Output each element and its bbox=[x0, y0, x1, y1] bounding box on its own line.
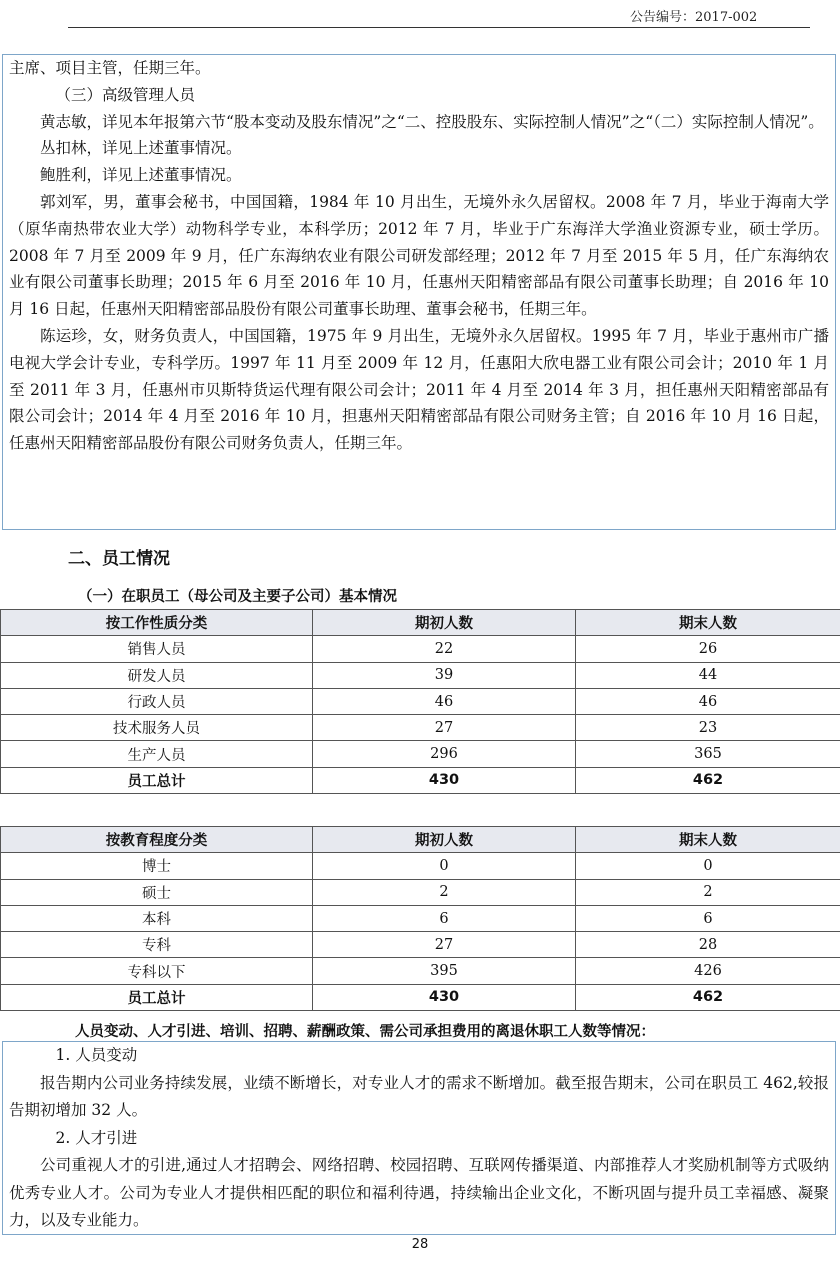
table-cell: 22 bbox=[313, 636, 576, 662]
table-cell: 专科以下 bbox=[1, 958, 313, 984]
table-cell: 430 bbox=[313, 984, 576, 1010]
announcement-number: 公告编号：2017-002 bbox=[630, 10, 758, 25]
staff-by-education-table bbox=[0, 826, 840, 1011]
table-cell: 426 bbox=[576, 958, 840, 984]
table-row bbox=[1, 853, 840, 879]
table-cell: 硕士 bbox=[1, 879, 313, 905]
table-cell: 44 bbox=[576, 662, 840, 688]
table-cell: 395 bbox=[313, 958, 576, 984]
column-header: 期末人数 bbox=[576, 610, 840, 636]
table-total-row bbox=[1, 984, 840, 1010]
table-row bbox=[1, 958, 840, 984]
management-heading: （三）高级管理人员 bbox=[55, 85, 196, 104]
changes-title: 人员变动、人才引进、培训、招聘、薪酬政策、需公司承担费用的离退休职工人数等情况： bbox=[75, 1024, 655, 1040]
table-cell: 本科 bbox=[1, 905, 313, 931]
table-cell: 23 bbox=[576, 715, 840, 741]
table-cell: 6 bbox=[313, 905, 576, 931]
senior-management-box bbox=[2, 54, 836, 530]
table-cell: 技术服务人员 bbox=[1, 715, 313, 741]
table-cell: 0 bbox=[576, 853, 840, 879]
table-cell: 46 bbox=[576, 688, 840, 714]
table-cell: 6 bbox=[576, 905, 840, 931]
table-cell: 26 bbox=[576, 636, 840, 662]
table-cell: 专科 bbox=[1, 932, 313, 958]
table-cell: 行政人员 bbox=[1, 688, 313, 714]
table-row bbox=[1, 715, 840, 741]
table-cell: 365 bbox=[576, 741, 840, 767]
column-header: 按教育程度分类 bbox=[1, 827, 313, 853]
column-header: 期初人数 bbox=[313, 827, 576, 853]
table-row bbox=[1, 879, 840, 905]
table-cell: 生产人员 bbox=[1, 741, 313, 767]
table-cell: 博士 bbox=[1, 853, 313, 879]
table-header-row bbox=[1, 827, 840, 853]
table-cell: 0 bbox=[313, 853, 576, 879]
staff-by-nature-table bbox=[0, 609, 840, 794]
table-row bbox=[1, 636, 840, 662]
table-total-row bbox=[1, 767, 840, 793]
management-paragraph: 主席、项目主管，任期三年。 bbox=[9, 59, 211, 77]
column-header: 期末人数 bbox=[576, 827, 840, 853]
table-row bbox=[1, 741, 840, 767]
sub-title: （一）在职员工（母公司及主要子公司）基本情况 bbox=[78, 589, 397, 605]
staff-changes-box bbox=[2, 1041, 836, 1235]
table-cell: 462 bbox=[576, 767, 840, 793]
table-cell: 296 bbox=[313, 741, 576, 767]
table-cell: 2 bbox=[576, 879, 840, 905]
changes-heading: 1. 人员变动 bbox=[55, 1046, 138, 1064]
table-cell: 员工总计 bbox=[1, 767, 313, 793]
changes-paragraph: 公司重视人才的引进,通过人才招聘会、网络招聘、校园招聘、互联网传播渠道、内部推荐人才奖励机制等方式吸纳优秀专业人才。公司为专业人才提供相匹配的职位和福利待遇，持续输出企业文化，不断巩固与提升员工幸福感、凝聚力，以及专业能力。 bbox=[9, 1156, 829, 1229]
table-cell: 46 bbox=[313, 688, 576, 714]
management-paragraph: 鲍胜利，详见上述董事情况。 bbox=[40, 166, 242, 185]
management-paragraph: 郭刘军，男，董事会秘书，中国国籍，1984 年 10 月出生，无境外永久居留权。2008 年 7 月，毕业于海南大学（原华南热带农业大学）动物科学专业，本科学历；2012 年 7 月，毕业于广东海洋大学渔业资源专业，硕士学历。2008 年 7 月至 2009 年 9 月，任广东海纳农业有限公司研发部经理；2012 年 7 月至 2015 年 5 月，任广东海纳农业有限公司董事长助理；2015 年 6 月至 2016 年 10 月，任惠州天阳精密部品有限公司董事长助理；自 2016 年 10 月 16 日起，任惠州天阳精密部品股份有限公司董事长助理、董事会秘书，任期三年。 bbox=[9, 192, 829, 319]
column-header: 按工作性质分类 bbox=[1, 610, 313, 636]
header-rule bbox=[68, 27, 810, 28]
table-cell: 27 bbox=[313, 715, 576, 741]
table-cell: 430 bbox=[313, 767, 576, 793]
management-paragraph: 陈运珍，女，财务负责人，中国国籍，1975 年 9 月出生，无境外永久居留权。1995 年 7 月，毕业于惠州市广播电视大学会计专业，专科学历。1997 年 11 月至 2009 年 12 月，任惠阳大欣电器工业有限公司会计；2010 年 1 月至 2011 年 3 月，任惠州市贝斯特货运代理有限公司会计；2011 年 4 月至 2014 年 3 月，担任惠州天阳精密部品有限公司会计；2014 年 4 月至 2016 年 10 月，担惠州天阳精密部品有限公司财务主管；自 2016 年 10 月 16 日起，任惠州天阳精密部品股份有限公司财务负责人，任期三年。 bbox=[9, 326, 829, 453]
table-row bbox=[1, 688, 840, 714]
management-paragraph: 丛扣林，详见上述董事情况。 bbox=[40, 139, 242, 158]
table-row bbox=[1, 905, 840, 931]
table-cell: 员工总计 bbox=[1, 984, 313, 1010]
table-cell: 研发人员 bbox=[1, 662, 313, 688]
table-cell: 39 bbox=[313, 662, 576, 688]
table-cell: 销售人员 bbox=[1, 636, 313, 662]
section-title: 二、员工情况 bbox=[68, 549, 170, 569]
table-header-row bbox=[1, 610, 840, 636]
table-cell: 2 bbox=[313, 879, 576, 905]
table-cell: 28 bbox=[576, 932, 840, 958]
page-number: 28 bbox=[411, 1237, 429, 1252]
management-paragraph: 黄志敏，详见本年报第六节“股本变动及股东情况”之“二、控股股东、实际控制人情况”之“（二）实际控制人情况”。 bbox=[40, 112, 824, 131]
changes-heading: 2. 人才引进 bbox=[55, 1128, 138, 1147]
table-cell: 27 bbox=[313, 932, 576, 958]
table-row bbox=[1, 662, 840, 688]
table-cell: 462 bbox=[576, 984, 840, 1010]
changes-paragraph: 报告期内公司业务持续发展，业绩不断增长，对专业人才的需求不断增加。截至报告期末，公司在职员工 462,较报告期初增加 32 人。 bbox=[9, 1073, 829, 1119]
table-row bbox=[1, 932, 840, 958]
column-header: 期初人数 bbox=[313, 610, 576, 636]
